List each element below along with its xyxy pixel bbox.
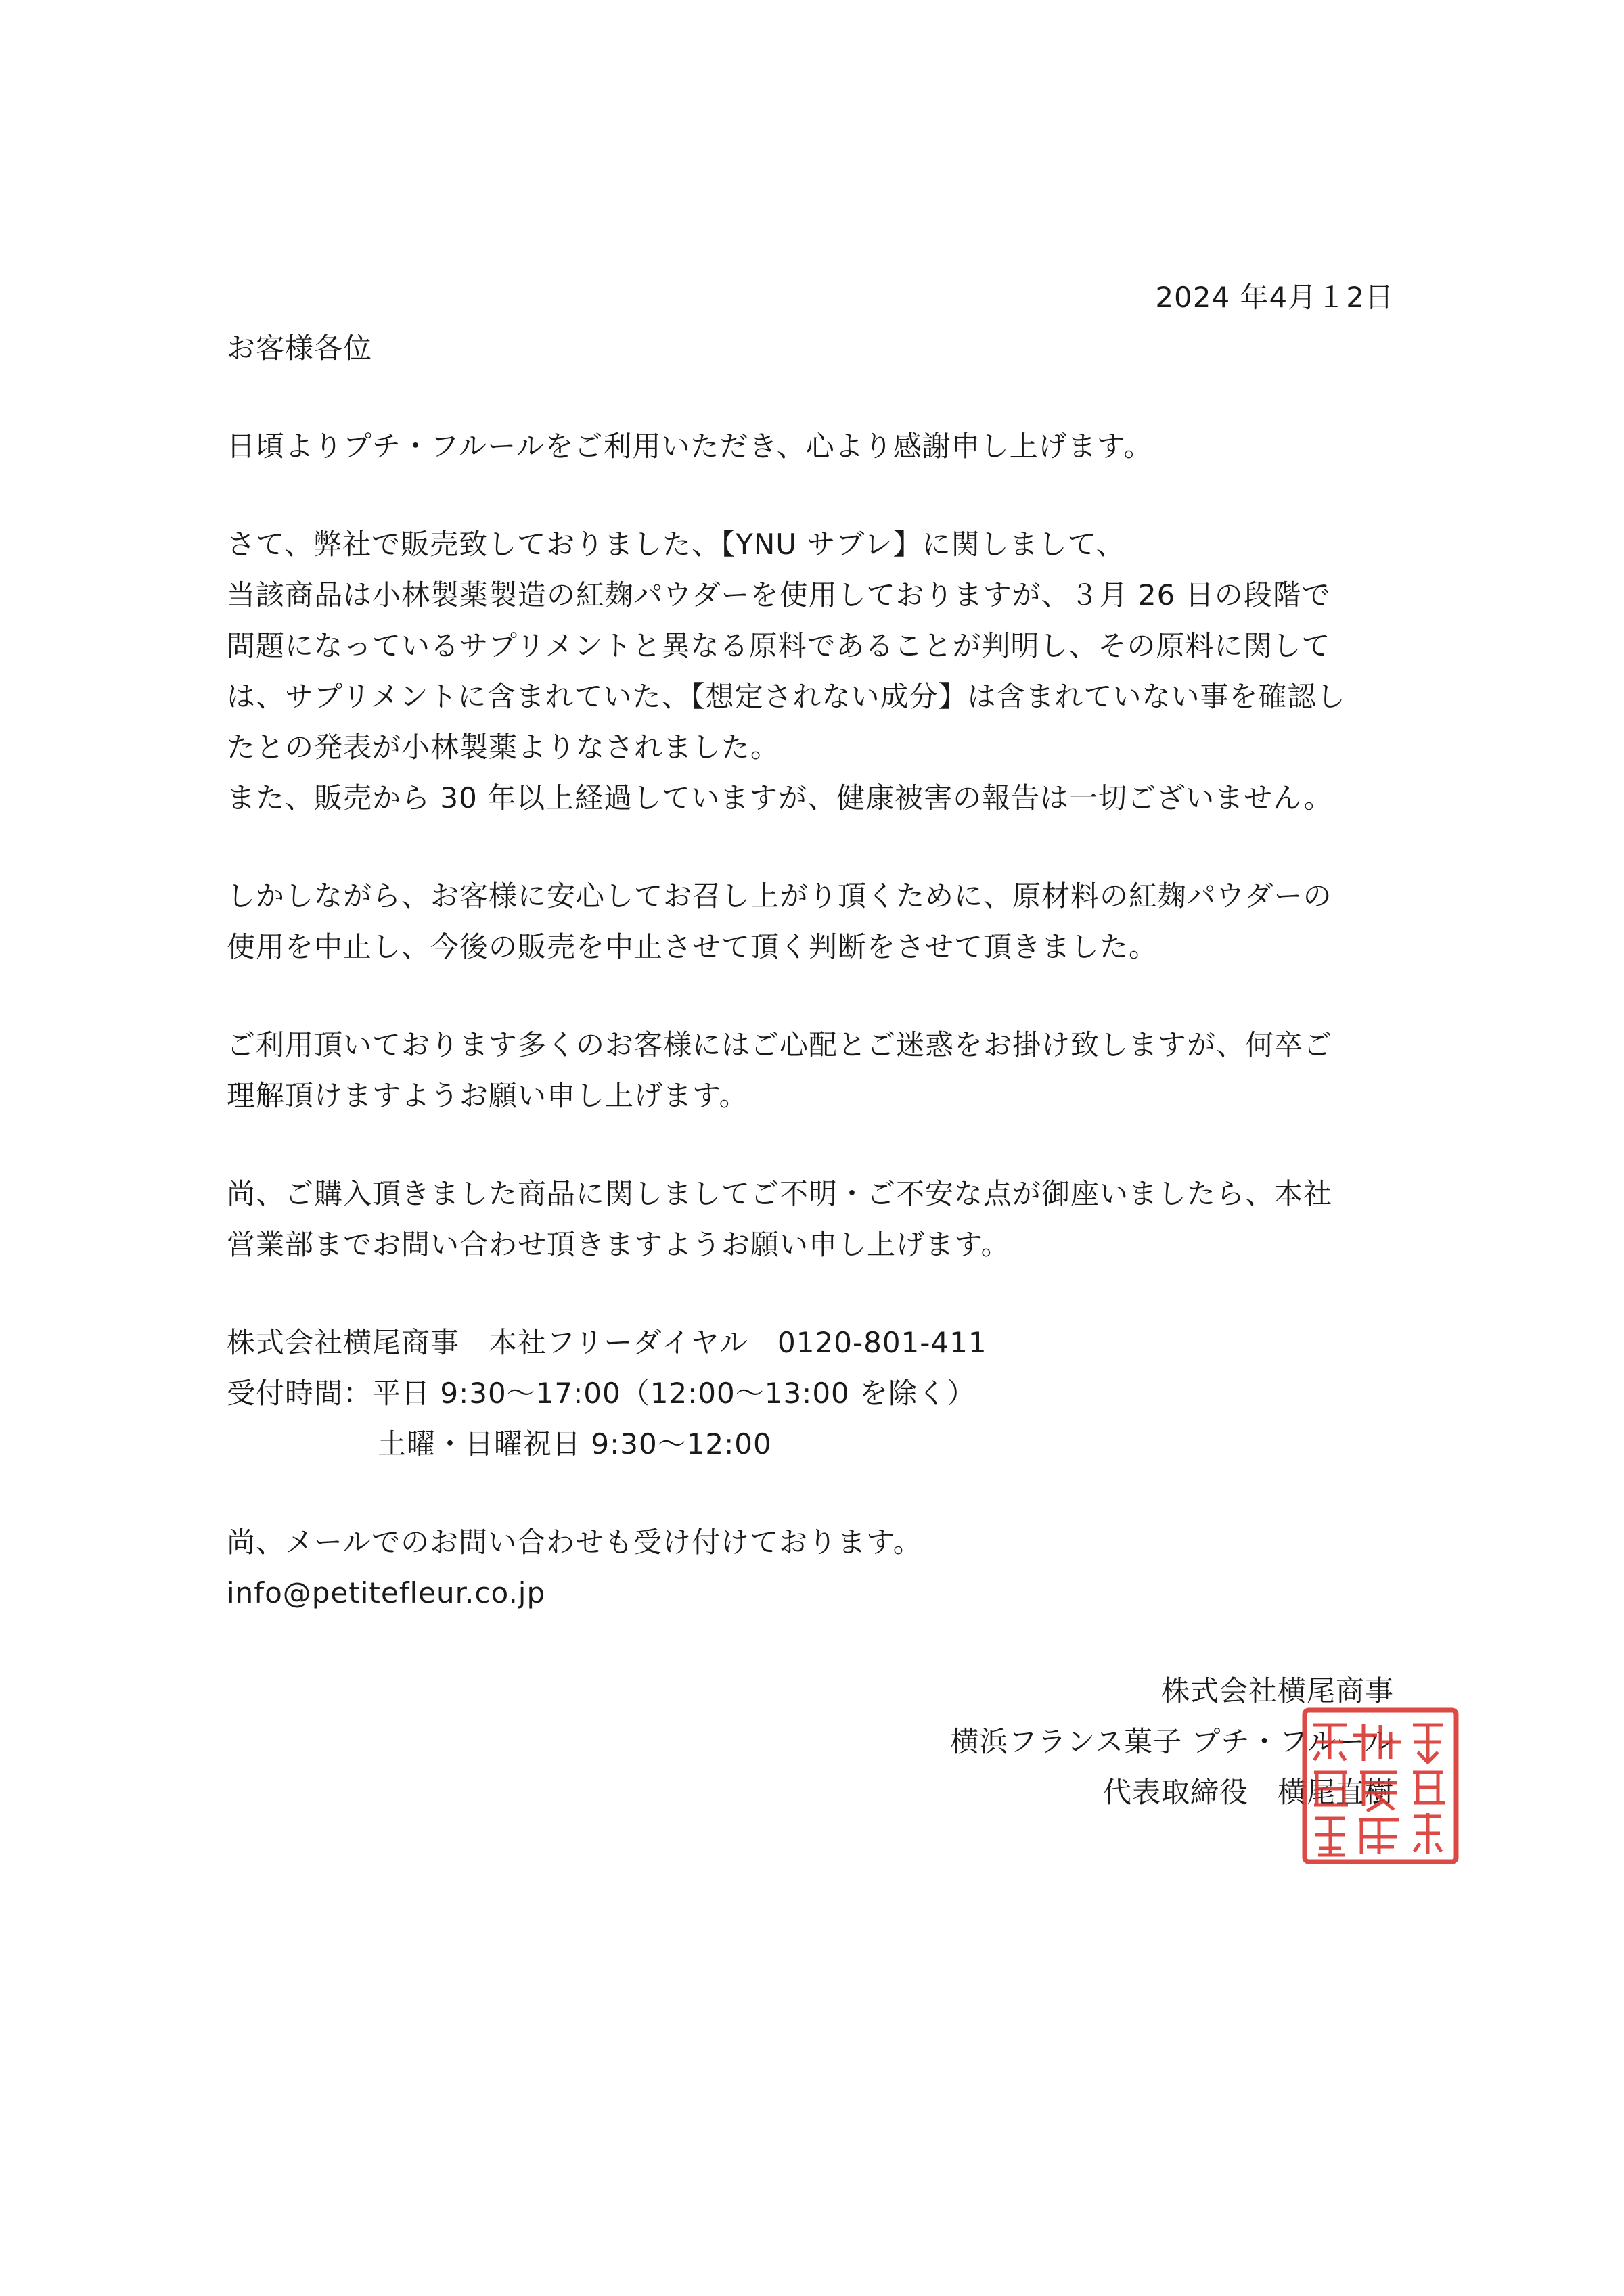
paragraph1-line6: また、販売から 30 年以上経過していますが、健康被害の報告は一切ございません。 — [227, 781, 1333, 814]
signature-representative: 代表取締役 横尾直樹 — [1102, 1776, 1394, 1809]
contact-company-line: 株式会社横尾商事 本社フリーダイヤル 0120-801-411 — [227, 1326, 987, 1359]
paragraph4-line2: 営業部までお問い合わせ頂きますようお願い申し上げます。 — [227, 1228, 1010, 1261]
paragraph1-line2: 当該商品は小林製薬製造の紅麹パウダーを使用しておりますが、３月 26 日の段階で — [227, 578, 1331, 612]
contact-hours-weekend: 土曜・日曜祝日 9:30～12:00 — [378, 1427, 772, 1461]
signature-shop: 横浜フランス菓子 プチ・フルール — [950, 1725, 1394, 1758]
paragraph1-line5: たとの発表が小林製薬よりなされました。 — [227, 731, 780, 764]
paragraph1-line1: さて、弊社で販売致しておりました、【YNU サブレ】に関しまして、 — [227, 528, 1125, 561]
paragraph3-line1: ご利用頂いております多くのお客様にはご心配とご迷惑をお掛け致しますが、何卒ご — [227, 1028, 1333, 1061]
paragraph4-line1: 尚、ご購入頂きました商品に関しましてご不明・ご不安な点が御座いましたら、本社 — [227, 1177, 1333, 1210]
salutation: お客様各位 — [227, 331, 373, 365]
signature-company: 株式会社横尾商事 — [1160, 1674, 1394, 1707]
email-note: 尚、メールでのお問い合わせも受け付けております。 — [227, 1525, 922, 1559]
paragraph1-line4: は、サプリメントに含まれていた、【想定されない成分】は含まれていない事を確認し — [227, 680, 1346, 713]
paragraph1-line3: 問題になっているサプリメントと異なる原料であることが判明し、その原料に関して — [227, 629, 1331, 662]
paragraph2-line2: 使用を中止し、今後の販売を中止させて頂く判断をさせて頂きました。 — [227, 930, 1158, 963]
paragraph2-line1: しかしながら、お客様に安心してお召し上がり頂くために、原材料の紅麹パウダーの — [227, 879, 1332, 913]
letter-date: 2024 年4月１2日 — [1155, 281, 1394, 314]
greeting: 日頃よりプチ・フルールをご利用いただき、心より感謝申し上げます。 — [227, 430, 1153, 463]
email-address: info@petitefleur.co.jp — [227, 1576, 546, 1609]
company-seal-stamp — [1299, 1705, 1462, 1867]
paragraph3-line2: 理解頂けますようお願い申し上げます。 — [227, 1079, 748, 1112]
contact-hours-weekday: 受付時間：平日 9:30～17:00（12:00～13:00 を除く） — [227, 1377, 976, 1410]
